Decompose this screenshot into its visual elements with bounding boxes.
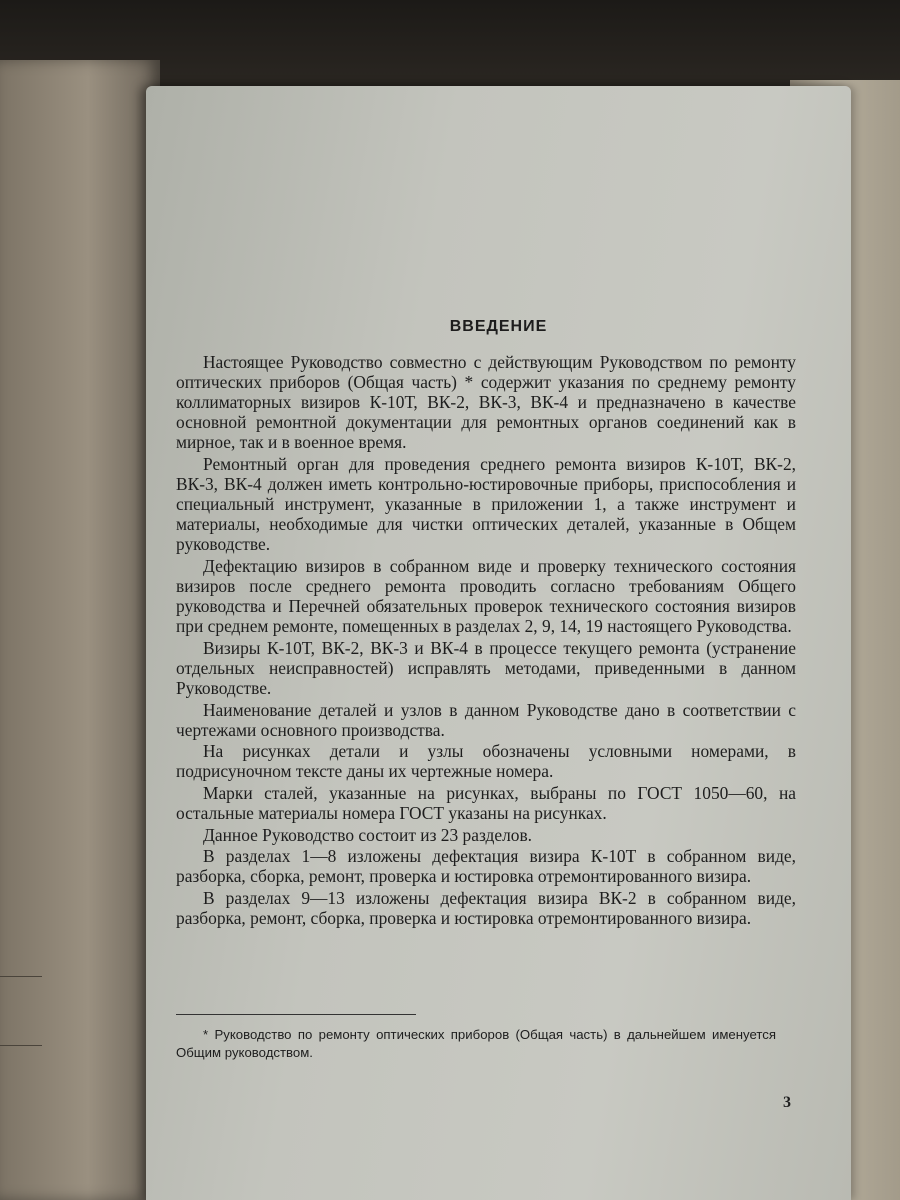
paragraph-2: Ремонтный орган для проведения среднего ремонта визиров К-10Т, ВК-2, ВК-3, ВК-4 должен иметь контрольно-юстировочные приборы, приспособления и специальный инструмент, указанные в приложении 1, а также инструмент и материалы, необходимые для чистки оптических деталей, указанные в Общем руководстве. [176,453,796,555]
paragraph-4: Визиры К-10Т, ВК-2, ВК-3 и ВК-4 в процессе текущего ремонта (устранение отдельных неисправностей) исправлять методами, приведенными в данном Руководстве. [176,637,796,698]
page-number: 3 [783,1094,791,1111]
page-title: ВВЕДЕНИЕ [449,318,548,335]
book-page [146,86,851,1200]
paragraph-6: На рисунках детали и узлы обозначены условными номерами, в подрисуночном тексте даны их чертежные номера. [176,741,796,782]
left-page-rule [0,976,42,977]
left-page-rule [0,1045,42,1046]
body-text [176,352,796,928]
paragraph-3: Дефектацию визиров в собранном виде и проверку технического состояния визиров после среднего ремонта проводить согласно требованиям Общего руководства и Перечней обязательных проверок технического состояния визиров при среднем ремонте, помещенных в разделах 2, 9, 14, 19 настоящего Руководства. [176,555,796,637]
paragraph-9: В разделах 1—8 изложены дефектация визира К-10Т в собранном виде, разборка, сборка, ремонт, проверка и юстировка отремонтированного визира. [176,846,796,887]
paragraph-8: Данное Руководство состоит из 23 разделов. [203,824,533,845]
paragraph-5: Наименование деталей и узлов в данном Руководстве дано в соответствии с чертежами основного производства. [176,699,796,740]
left-page-edge [0,60,160,1200]
footnote-divider [176,1014,416,1015]
footnote: * Руководство по ремонту оптических приборов (Общая часть) в дальнейшем именуется Общим руководством. [176,1027,776,1060]
paragraph-1: Настоящее Руководство совместно с действующим Руководством по ремонту оптических приборов (Общая часть) * содержит указания по среднему ремонту коллиматорных визиров К-10Т, ВК-2, ВК-3, ВК-4 и предназначено в качестве основной ремонтной документации для ремонтных органов соединений как в мирное, так и в военное время. [176,352,796,453]
paragraph-7: Марки сталей, указанные на рисунках, выбраны по ГОСТ 1050—60, на остальные материалы номера ГОСТ указаны на рисунках. [176,782,796,824]
paragraph-10: В разделах 9—13 изложены дефектация визира ВК-2 в собранном виде, разборка, ремонт, сборка, проверка и юстировка отремонтированного визира. [176,887,796,929]
